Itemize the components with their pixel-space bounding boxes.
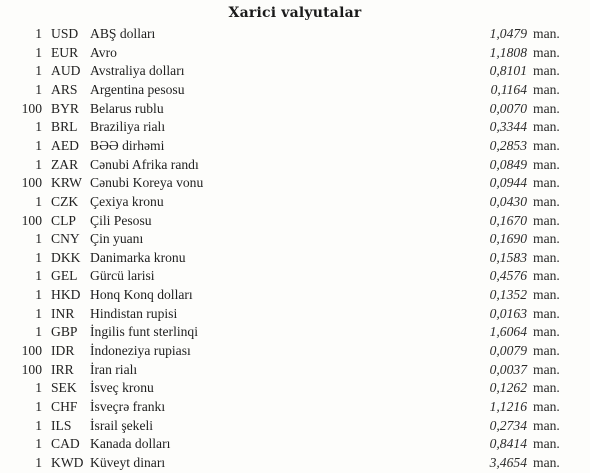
currency-code-cell: BYR — [51, 100, 79, 116]
currency-name-cell: İsveçrə frankı — [90, 399, 166, 414]
currency-name-cell: İngilis funt sterlinqi — [90, 324, 198, 340]
currency-code-cell: IRR — [51, 361, 74, 377]
quantity-cell: 1 — [35, 63, 42, 79]
currency-row — [0, 417, 590, 436]
currency-unit-cell: man. — [533, 26, 560, 41]
exchange-rate-cell: 0,1690 — [489, 231, 527, 247]
currency-row — [0, 81, 590, 100]
currency-row — [0, 230, 590, 249]
currency-name-cell: BƏƏ dirhəmi — [90, 137, 165, 153]
currency-unit-cell: man. — [533, 343, 560, 359]
currency-code-cell: KRW — [51, 175, 82, 191]
exchange-rate-cell: 0,2853 — [489, 137, 527, 153]
currency-row — [0, 118, 590, 137]
currency-name-cell: İsveç kronu — [90, 380, 154, 396]
quantity-cell: 1 — [35, 436, 42, 452]
exchange-rate-cell: 0,0163 — [489, 305, 527, 321]
quantity-cell: 1 — [35, 305, 42, 321]
currency-unit-cell: man. — [533, 287, 560, 303]
currency-row — [0, 193, 590, 212]
currency-row — [0, 305, 590, 324]
currency-code-cell: HKD — [51, 287, 81, 303]
quantity-cell: 100 — [21, 175, 42, 191]
currency-name-cell: Küveyt dinarı — [90, 454, 166, 470]
currency-unit-cell: man. — [533, 231, 560, 247]
currency-code-cell: DKK — [51, 249, 81, 265]
currency-name-cell: Avstraliya dolları — [90, 63, 185, 79]
exchange-rate-cell: 0,0849 — [489, 156, 527, 172]
currency-unit-cell: man. — [533, 454, 560, 470]
currency-unit-cell: man. — [533, 137, 560, 153]
currency-row — [0, 62, 590, 81]
currency-row — [0, 435, 590, 454]
currency-name-cell: Çexiya kronu — [90, 193, 164, 209]
currency-row — [0, 267, 590, 286]
exchange-rate-cell: 0,0070 — [489, 100, 527, 116]
quantity-cell: 1 — [35, 156, 42, 172]
currency-code-cell: CLP — [51, 212, 76, 228]
currency-unit-cell: man. — [533, 268, 560, 284]
currency-unit-cell: man. — [533, 119, 560, 135]
exchange-rate-cell: 1,1216 — [489, 399, 527, 414]
currency-name-cell: Çin yuanı — [90, 231, 144, 247]
currency-row — [0, 398, 590, 417]
currency-unit-cell: man. — [533, 399, 560, 414]
exchange-rate-cell: 0,0037 — [489, 361, 527, 377]
currency-unit-cell: man. — [533, 100, 560, 116]
currency-code-cell: EUR — [51, 44, 79, 60]
currency-code-cell: GBP — [51, 324, 78, 340]
quantity-cell: 1 — [35, 249, 42, 265]
currency-name-cell: Hindistan rupisi — [90, 305, 178, 321]
quantity-cell: 1 — [35, 287, 42, 303]
currency-row — [0, 100, 590, 119]
currency-name-cell: Cənubi Koreya vonu — [90, 175, 204, 191]
currency-code-cell: IDR — [51, 343, 75, 359]
currency-name-cell: İndoneziya rupiası — [90, 343, 191, 359]
currency-code-cell: AUD — [51, 63, 81, 79]
quantity-cell: 1 — [35, 44, 42, 60]
currency-name-cell: Kanada dolları — [90, 436, 171, 452]
currency-name-cell: Danimarka kronu — [90, 249, 186, 265]
exchange-rate-cell: 3,4654 — [489, 454, 527, 470]
quantity-cell: 1 — [35, 119, 42, 135]
currency-row — [0, 174, 590, 193]
exchange-rate-cell: 0,1583 — [489, 249, 527, 265]
exchange-rate-cell: 0,8101 — [489, 63, 527, 79]
quantity-cell: 1 — [35, 26, 42, 41]
currency-name-cell: Avro — [90, 44, 117, 60]
exchange-rate-cell: 0,0430 — [489, 193, 527, 209]
currency-unit-cell: man. — [533, 324, 560, 340]
quantity-cell: 1 — [35, 417, 42, 433]
currency-unit-cell: man. — [533, 361, 560, 377]
exchange-rate-cell: 0,1670 — [489, 212, 527, 228]
currency-code-cell: ILS — [51, 417, 72, 433]
quantity-cell: 1 — [35, 137, 42, 153]
exchange-rate-cell: 1,0479 — [489, 26, 527, 41]
currency-code-cell: CNY — [51, 231, 80, 247]
exchange-rate-cell: 1,6064 — [489, 324, 527, 340]
currency-row — [0, 361, 590, 380]
currency-code-cell: CZK — [51, 193, 79, 209]
currency-name-cell: Çili Pesosu — [90, 212, 152, 228]
currency-row — [0, 249, 590, 268]
currency-unit-cell: man. — [533, 417, 560, 433]
exchange-rate-cell: 0,0079 — [489, 343, 527, 359]
exchange-rate-cell: 0,3344 — [489, 119, 527, 135]
currency-unit-cell: man. — [533, 436, 560, 452]
exchange-rate-cell: 1,1808 — [489, 44, 527, 60]
currency-row — [0, 212, 590, 231]
currency-code-cell: GEL — [51, 268, 78, 284]
quantity-cell: 100 — [21, 343, 42, 359]
currency-code-cell: CAD — [51, 436, 80, 452]
exchange-rate-cell: 0,1164 — [490, 81, 527, 97]
currency-code-cell: AED — [51, 137, 79, 153]
currency-code-cell: INR — [51, 305, 75, 321]
currency-code-cell: USD — [51, 26, 79, 41]
currency-unit-cell: man. — [533, 81, 560, 97]
currency-row — [0, 156, 590, 175]
quantity-cell: 1 — [35, 380, 42, 396]
exchange-rate-cell: 0,0944 — [489, 175, 527, 191]
currency-name-cell: Gürcü larisi — [90, 268, 155, 284]
currency-row — [0, 44, 590, 63]
quantity-cell: 1 — [35, 231, 42, 247]
quantity-cell: 1 — [35, 399, 42, 414]
currency-name-cell: Belarus rublu — [90, 100, 164, 116]
currency-code-cell: KWD — [51, 454, 84, 470]
currency-row — [0, 454, 590, 473]
currency-row — [0, 137, 590, 156]
quantity-cell: 1 — [35, 454, 42, 470]
currency-name-cell: İsrail şekeli — [90, 417, 154, 433]
currency-row — [0, 286, 590, 305]
quantity-cell: 1 — [35, 81, 42, 97]
currency-code-cell: ZAR — [51, 156, 79, 172]
quantity-cell: 100 — [21, 100, 42, 116]
currency-row — [0, 323, 590, 342]
exchange-rate-cell: 0,1262 — [489, 380, 527, 396]
page-title: Xarici valyutalar — [228, 5, 362, 21]
currency-row — [0, 379, 590, 398]
currency-row — [0, 25, 590, 44]
currency-name-cell: Cənubi Afrika randı — [90, 156, 199, 172]
currency-unit-cell: man. — [533, 156, 560, 172]
quantity-cell: 1 — [35, 193, 42, 209]
currency-name-cell: Honq Konq dolları — [90, 287, 193, 303]
quantity-cell: 100 — [21, 212, 42, 228]
currency-unit-cell: man. — [533, 175, 560, 191]
currency-name-cell: Argentina pesosu — [90, 81, 185, 97]
currency-row — [0, 342, 590, 361]
exchange-rate-cell: 0,8414 — [489, 436, 527, 452]
quantity-cell: 100 — [21, 361, 42, 377]
currency-code-cell: CHF — [51, 399, 78, 414]
currency-unit-cell: man. — [533, 193, 560, 209]
currency-unit-cell: man. — [533, 212, 560, 228]
exchange-rate-cell: 0,4576 — [489, 268, 527, 284]
currency-name-cell: ABŞ dolları — [90, 26, 156, 41]
currency-code-cell: BRL — [51, 119, 78, 135]
currency-unit-cell: man. — [533, 63, 560, 79]
exchange-rate-cell: 0,2734 — [489, 417, 527, 433]
currency-code-cell: ARS — [51, 81, 78, 97]
currency-name-cell: İran rialı — [90, 361, 138, 377]
exchange-rate-cell: 0,1352 — [489, 287, 527, 303]
currency-unit-cell: man. — [533, 44, 560, 60]
currency-unit-cell: man. — [533, 380, 560, 396]
currency-unit-cell: man. — [533, 249, 560, 265]
quantity-cell: 1 — [35, 268, 42, 284]
currency-name-cell: Braziliya rialı — [90, 119, 166, 135]
quantity-cell: 1 — [35, 324, 42, 340]
currency-code-cell: SEK — [51, 380, 77, 396]
currency-unit-cell: man. — [533, 305, 560, 321]
